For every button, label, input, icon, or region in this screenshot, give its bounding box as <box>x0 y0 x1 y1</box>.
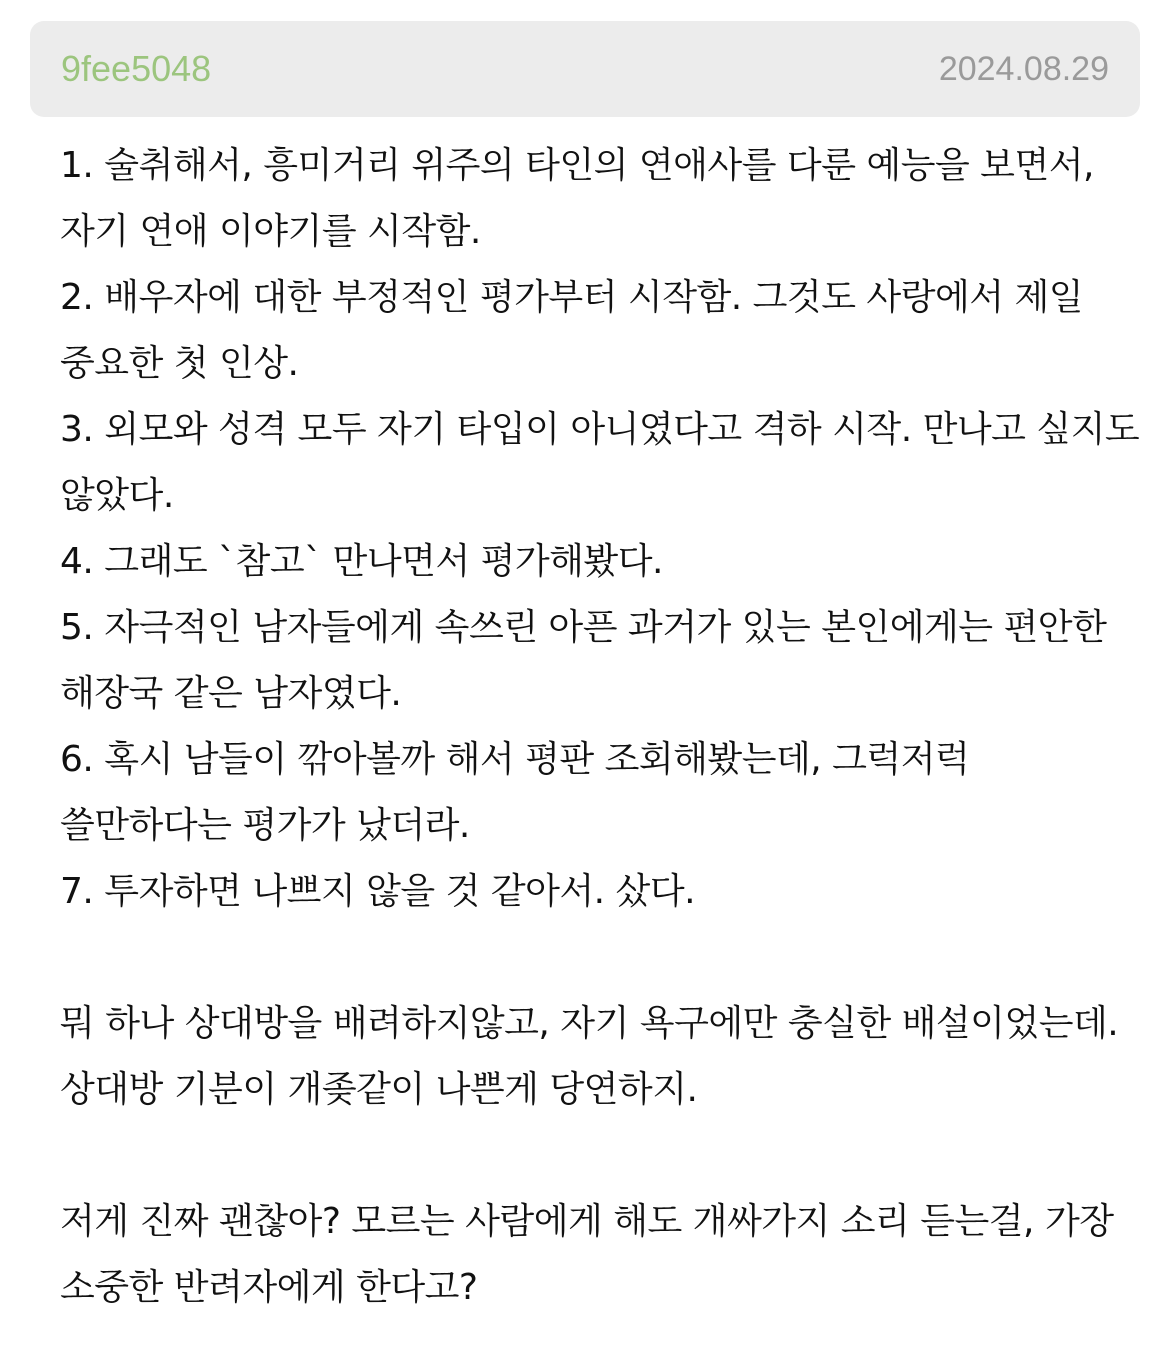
list-item: 2. 배우자에 대한 부정적인 평가부터 시작함. 그것도 사랑에서 제일 중요한 첫 인상. <box>60 277 1084 384</box>
comment-date: 2024.08.29 <box>938 50 1109 88</box>
list-item: 5. 자극적인 남자들에게 속쓰린 아픈 과거가 있는 본인에게는 편안한 해장국 같은 남자였다. <box>60 607 1107 714</box>
comment-paragraph: 저게 진짜 괜찮아? 모르는 사람에게 해도 개싸가지 소리 듣는걸, 가장 소중한 반려자에게 한다고? <box>60 1201 1114 1308</box>
paragraph-spacer <box>60 1123 1140 1189</box>
comment-header <box>30 21 1140 117</box>
comment-paragraph: 뭐 하나 상대방을 배려하지않고, 자기 욕구에만 충실한 배설이었는데. 상대방 기분이 개좆같이 나쁜게 당연하지. <box>60 1003 1119 1110</box>
comment-body <box>60 133 1140 1321</box>
paragraph-spacer <box>60 925 1140 991</box>
list-item: 1. 술취해서, 흥미거리 위주의 타인의 연애사를 다룬 예능을 보면서, 자기 연애 이야기를 시작함. <box>60 145 1094 252</box>
list-item: 3. 외모와 성격 모두 자기 타입이 아니였다고 격하 시작. 만나고 싶지도 않았다. <box>60 409 1140 516</box>
comment-author[interactable]: 9fee5048 <box>61 48 212 89</box>
list-item: 7. 투자하면 나쁘지 않을 것 같아서. 샀다. <box>60 871 696 912</box>
list-item: 4. 그래도 `참고` 만나면서 평가해봤다. <box>60 541 663 582</box>
list-item: 6. 혹시 남들이 깎아볼까 해서 평판 조회해봤는데, 그럭저럭 쓸만하다는 평가가 났더라. <box>60 739 970 846</box>
